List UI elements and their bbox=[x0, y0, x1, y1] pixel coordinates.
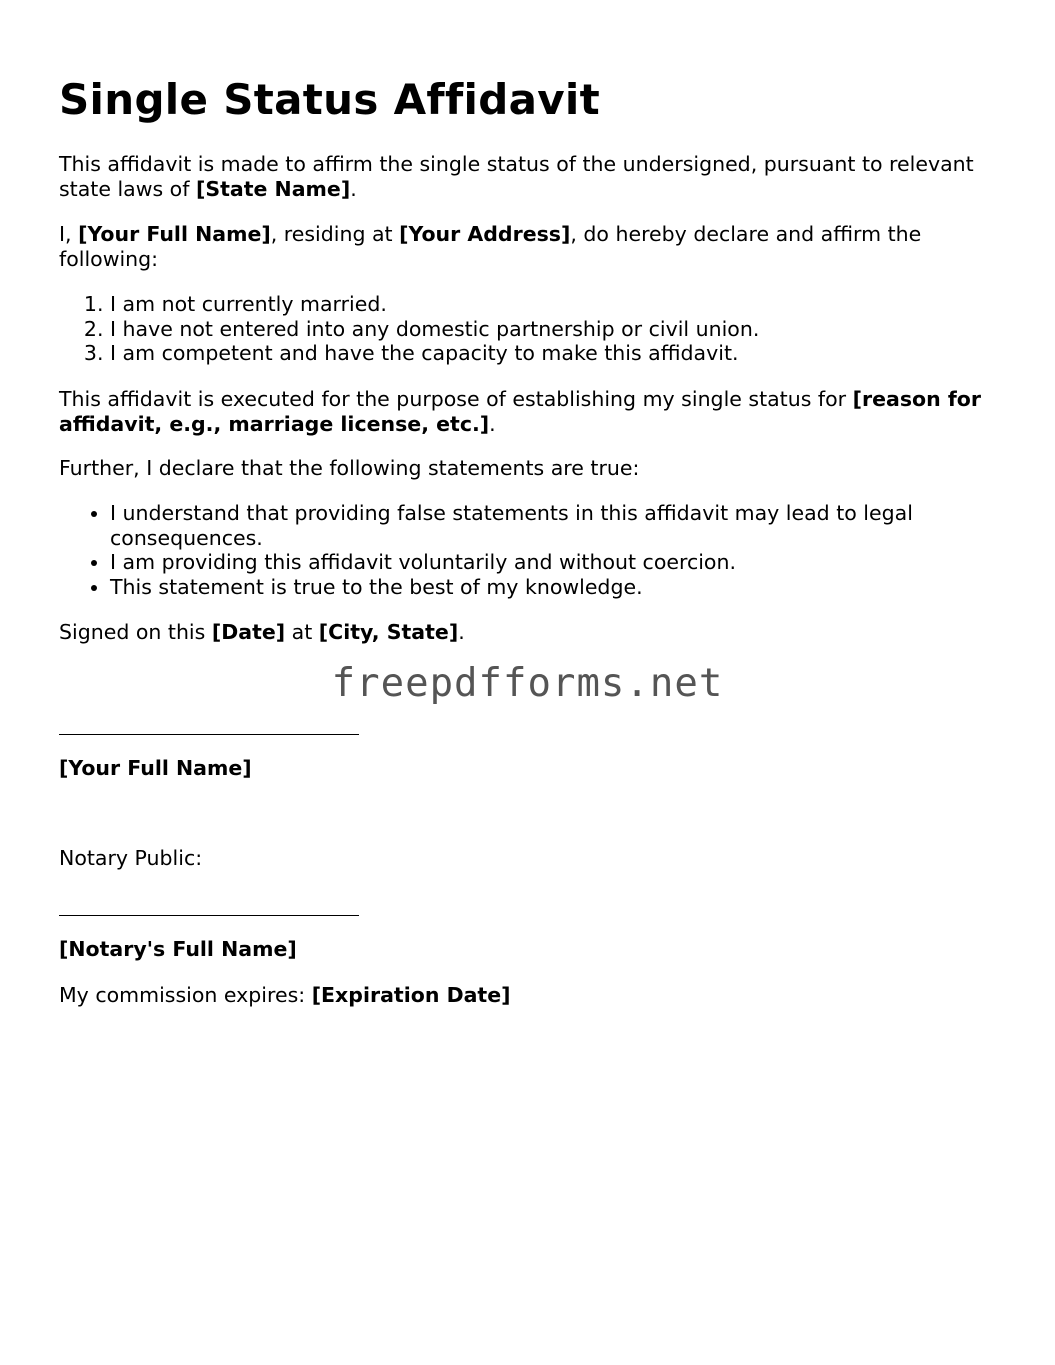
notary-label: Notary Public: bbox=[59, 846, 203, 870]
reason-placeholder: [reason for affidavit, e.g., marriage license, etc.] bbox=[59, 387, 981, 436]
watermark-text: freepdfforms.net bbox=[331, 661, 724, 706]
numbered-item: 1. I am not currently married. bbox=[110, 292, 1045, 317]
notary-signature-line bbox=[59, 915, 359, 916]
notary-name: [Notary's Full Name] bbox=[59, 937, 297, 961]
further-statement: Further, I declare that the following statements are true: bbox=[59, 456, 640, 480]
declaration-paragraph: I, [Your Full Name], residing at [Your Address], do hereby declare and affirm the following: bbox=[59, 222, 922, 271]
address-placeholder: [Your Address] bbox=[399, 222, 571, 246]
declaration-numbered-list bbox=[59, 292, 1045, 366]
signer-signature-line bbox=[59, 734, 359, 735]
document-title: Single Status Affidavit bbox=[59, 75, 600, 124]
bullet-item: • I am providing this affidavit voluntarily and without coercion. bbox=[110, 550, 1045, 575]
numbered-item: 3. I am competent and have the capacity to make this affidavit. bbox=[110, 341, 1045, 366]
intro-text: This affidavit is made to affirm the single status of the undersigned, pursuant to relevant state laws of bbox=[59, 152, 974, 201]
date-placeholder: [Date] bbox=[211, 620, 286, 644]
bullet-item: • I understand that providing false statements in this affidavit may lead to legal consequences. bbox=[110, 501, 1045, 550]
expiration-date-placeholder: [Expiration Date] bbox=[311, 983, 511, 1007]
commission-paragraph: My commission expires: [Expiration Date] bbox=[59, 983, 511, 1007]
city-state-placeholder: [City, State] bbox=[318, 620, 459, 644]
full-name-placeholder: [Your Full Name] bbox=[78, 222, 271, 246]
purpose-paragraph: This affidavit is executed for the purpose of establishing my single status for [reason for affidavit, e.g., marriage license, etc.]. bbox=[59, 387, 981, 436]
statements-bullet-list bbox=[59, 501, 1045, 599]
numbered-item: 2. I have not entered into any domestic partnership or civil union. bbox=[110, 317, 1045, 342]
state-name-placeholder: [State Name] bbox=[195, 176, 351, 201]
signer-name: [Your Full Name] bbox=[59, 756, 252, 780]
signed-paragraph: Signed on this [Date] at [City, State]. bbox=[59, 620, 465, 644]
intro-paragraph: This affidavit is made to affirm the single status of the undersigned, pursuant to relevant state laws of [State Name]. bbox=[59, 152, 974, 201]
bullet-item: • This statement is true to the best of my knowledge. bbox=[110, 575, 1045, 600]
